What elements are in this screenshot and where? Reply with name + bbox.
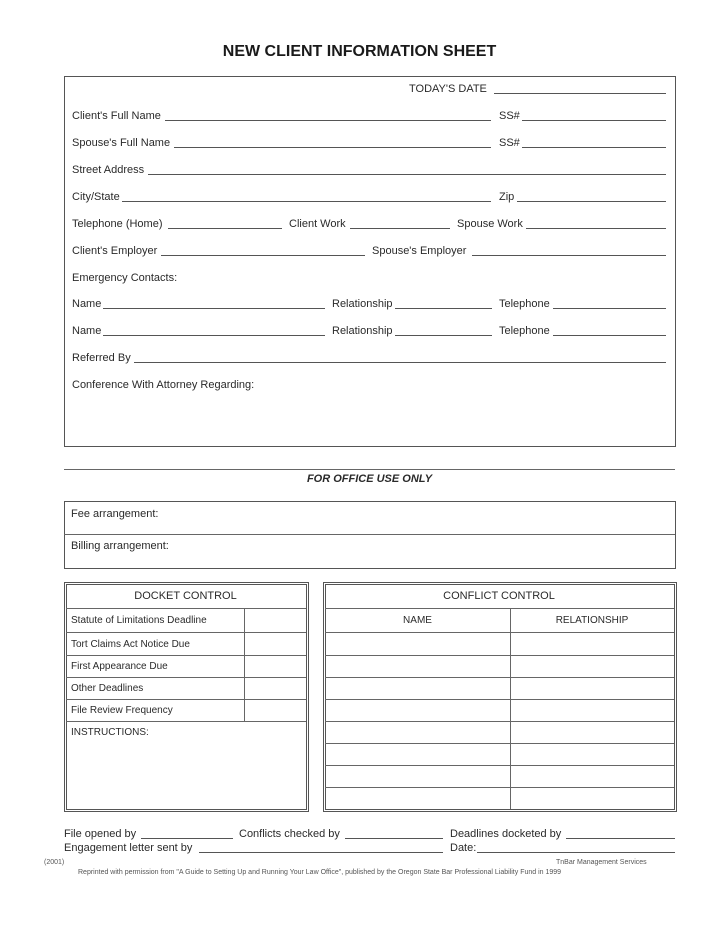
docket-date-cell[interactable]: [246, 634, 304, 654]
conflict-name-cell[interactable]: [327, 701, 508, 720]
conflict-row-divider: [325, 655, 674, 656]
conflict-relationship-cell[interactable]: [512, 701, 672, 720]
office-divider: [64, 469, 675, 470]
date-field[interactable]: [477, 852, 675, 853]
conflict-name-cell[interactable]: [327, 745, 508, 764]
city-state-field[interactable]: [122, 201, 491, 202]
conflict-name-cell[interactable]: [327, 634, 508, 654]
contact2-name-field[interactable]: [103, 335, 325, 336]
spouse-work-label: Spouse Work: [457, 218, 523, 230]
conference-field[interactable]: [70, 394, 668, 440]
conflict-relationship-cell[interactable]: [512, 767, 672, 786]
contact1-name-field[interactable]: [103, 308, 325, 309]
fee-arrangement-field[interactable]: [170, 503, 670, 532]
date-label: Date:: [450, 842, 477, 854]
contact2-name-label: Name: [72, 325, 102, 337]
conflict-column-divider: [510, 608, 511, 809]
conflict-row-divider: [325, 787, 674, 788]
docket-row-divider: [66, 677, 306, 678]
clients-employer-field[interactable]: [161, 255, 365, 256]
spouses-employer-field[interactable]: [472, 255, 666, 256]
client-work-field[interactable]: [350, 228, 450, 229]
billing-arrangement-field[interactable]: [180, 536, 670, 565]
docket-row-label: Other Deadlines: [71, 683, 144, 694]
year-note: (2001): [44, 859, 65, 866]
conflict-control-title: CONFLICT CONTROL: [443, 590, 555, 602]
client-ss-field[interactable]: [522, 120, 666, 121]
docket-date-cell[interactable]: [246, 701, 304, 720]
conflict-relationship-cell[interactable]: [512, 723, 672, 742]
conflict-row-divider: [325, 632, 674, 633]
docket-row-label: Tort Claims Act Notice Due: [71, 639, 190, 650]
fee-arrangement-label: Fee arrangement:: [71, 508, 159, 520]
conflict-relationship-header: RELATIONSHIP: [555, 615, 629, 626]
street-address-field[interactable]: [148, 174, 666, 175]
zip-label: Zip: [499, 191, 515, 203]
conflict-relationship-cell[interactable]: [512, 634, 672, 654]
billing-arrangement-label: Billing arrangement:: [71, 540, 169, 552]
docket-date-cell[interactable]: [246, 610, 304, 631]
conference-label: Conference With Attorney Regarding:: [72, 379, 255, 391]
spouse-full-name-field[interactable]: [174, 147, 491, 148]
docket-row-divider: [66, 632, 306, 633]
conflict-row-divider: [325, 743, 674, 744]
todays-date-label: TODAY'S DATE: [409, 83, 487, 95]
contact2-relationship-field[interactable]: [395, 335, 492, 336]
services-note: TnBar Management Services: [556, 859, 647, 866]
conflict-name-cell[interactable]: [327, 679, 508, 698]
file-opened-field[interactable]: [141, 838, 233, 839]
referred-by-field[interactable]: [134, 362, 666, 363]
deadlines-docketed-field[interactable]: [566, 838, 675, 839]
deadlines-docketed-label: Deadlines docketed by: [450, 828, 562, 840]
conflict-relationship-cell[interactable]: [512, 789, 672, 807]
engagement-letter-field[interactable]: [199, 852, 443, 853]
clients-employer-label: Client's Employer: [72, 245, 158, 257]
contact1-telephone-label: Telephone: [499, 298, 550, 310]
docket-column-divider: [244, 608, 245, 721]
docket-header-divider: [66, 608, 306, 609]
page-title: NEW CLIENT INFORMATION SHEET: [222, 43, 497, 60]
spouse-ss-field[interactable]: [522, 147, 666, 148]
arrangement-divider: [64, 534, 675, 535]
conflict-row-divider: [325, 721, 674, 722]
client-full-name-field[interactable]: [165, 120, 491, 121]
instructions-field[interactable]: [68, 742, 303, 806]
spouses-employer-label: Spouse's Employer: [372, 245, 467, 257]
docket-control-title: DOCKET CONTROL: [134, 590, 237, 602]
emergency-contacts-label: Emergency Contacts:: [72, 272, 178, 284]
conflict-header-divider: [325, 608, 674, 609]
conflict-row-divider: [325, 677, 674, 678]
docket-row-label: File Review Frequency: [71, 705, 173, 716]
client-ss-label: SS#: [499, 110, 520, 122]
conflict-relationship-cell[interactable]: [512, 679, 672, 698]
engagement-letter-label: Engagement letter sent by: [64, 842, 193, 854]
docket-row-label: First Appearance Due: [71, 661, 168, 672]
city-state-label: City/State: [72, 191, 120, 203]
reprint-note: Reprinted with permission from "A Guide to Setting Up and Running Your Law Office", published by the Oregon State Bar Professional Liability Fund in 1999: [78, 869, 562, 876]
docket-date-cell[interactable]: [246, 657, 304, 676]
conflicts-checked-field[interactable]: [345, 838, 443, 839]
telephone-home-label: Telephone (Home): [72, 218, 163, 230]
zip-field[interactable]: [517, 201, 666, 202]
docket-row-divider: [66, 699, 306, 700]
conflicts-checked-label: Conflicts checked by: [239, 828, 340, 840]
conflict-relationship-cell[interactable]: [512, 745, 672, 764]
contact1-relationship-field[interactable]: [395, 308, 492, 309]
telephone-home-field[interactable]: [168, 228, 282, 229]
docket-row-divider: [66, 655, 306, 656]
conflict-name-cell[interactable]: [327, 723, 508, 742]
docket-row-divider: [66, 721, 306, 722]
contact2-telephone-field[interactable]: [553, 335, 666, 336]
referred-by-label: Referred By: [72, 352, 131, 364]
client-work-label: Client Work: [289, 218, 346, 230]
conflict-row-divider: [325, 699, 674, 700]
spouse-full-name-label: Spouse's Full Name: [72, 137, 171, 149]
street-address-label: Street Address: [72, 164, 145, 176]
conflict-row-divider: [325, 765, 674, 766]
client-full-name-label: Client's Full Name: [72, 110, 161, 122]
spouse-work-field[interactable]: [526, 228, 666, 229]
todays-date-field[interactable]: [494, 93, 666, 94]
contact2-telephone-label: Telephone: [499, 325, 550, 337]
contact1-telephone-field[interactable]: [553, 308, 666, 309]
conflict-name-cell[interactable]: [327, 657, 508, 676]
conflict-name-cell[interactable]: [327, 767, 508, 786]
contact1-name-label: Name: [72, 298, 102, 310]
conflict-name-cell[interactable]: [327, 789, 508, 807]
office-use-heading: FOR OFFICE USE ONLY: [306, 473, 433, 485]
contact1-relationship-label: Relationship: [332, 298, 393, 310]
conflict-relationship-cell[interactable]: [512, 657, 672, 676]
contact2-relationship-label: Relationship: [332, 325, 393, 337]
spouse-ss-label: SS#: [499, 137, 520, 149]
conflict-name-header: NAME: [403, 615, 432, 626]
file-opened-label: File opened by: [64, 828, 137, 840]
docket-date-cell[interactable]: [246, 679, 304, 698]
docket-row-label: Statute of Limitations Deadline: [71, 615, 207, 626]
instructions-label: INSTRUCTIONS:: [71, 727, 149, 738]
